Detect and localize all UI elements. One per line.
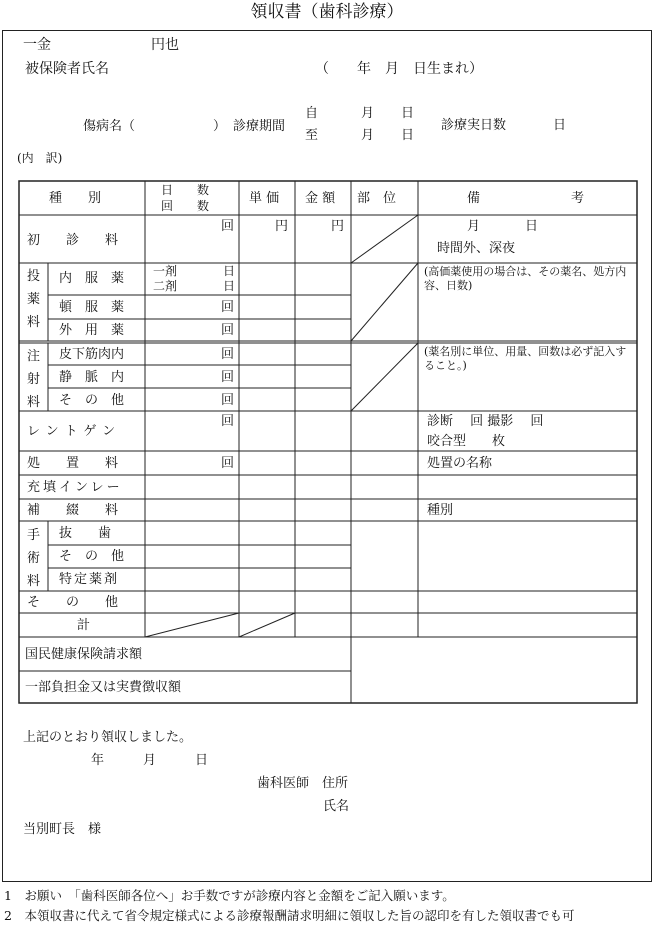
receipt-frame [2,30,652,882]
medication-group-label: 投薬料 [27,269,41,330]
row-treatment: 処 置 料 [27,456,119,471]
first-visit-times-unit: 回 [221,219,235,234]
header-times: 回 数 [161,199,210,213]
row-tonpuku: 頓 服 薬 [59,300,125,315]
injection-group-label: 注射料 [27,349,41,410]
row-first-visit: 初 診 料 [27,233,119,248]
breakdown-label: (内 訳) [17,151,63,165]
row-other: そ の 他 [27,595,119,610]
row-injection-other: そ の 他 [59,393,125,408]
first-visit-amount-yen-unit: 円 [331,219,345,234]
received-date: 年 月 日 [91,753,209,768]
header-part: 部 位 [357,191,397,206]
first-visit-month-unit: 月 [467,219,481,234]
row-external-medicine: 外 用 薬 [59,323,125,338]
row-specific-drug: 特定薬剤 [59,572,120,587]
row-xray: レントゲン [27,424,122,439]
actual-days-unit: 日 [553,118,567,133]
period-from-month: 月 [361,106,375,121]
insured-name-label: 被保険者氏名 [25,61,109,77]
received-statement: 上記のとおり領収しました。 [23,730,193,745]
period-to-month: 月 [361,128,375,143]
header-category: 種 別 [49,191,102,206]
header-amount: 金 額 [305,191,336,206]
tonpuku-times-unit: 回 [221,300,235,315]
period-to-day: 日 [401,128,415,143]
internal-dose-1-day: 日 [223,264,236,278]
period-label: 診療期間 [233,119,286,134]
header-days: 日 数 [161,183,210,197]
note-1: 1 お願い 「歯科医師各位へ」お手数ですが診療内容と金額をご記入願います。 [4,888,455,903]
disease-label: 傷病名（ ） [83,119,227,134]
xray-diagnosis-note: 診断 回 撮影 回 [427,414,544,429]
xray-times-unit: 回 [221,414,235,429]
external-times-unit: 回 [221,323,235,338]
birth-date-label: （ 年 月 日生まれ） [315,61,483,77]
header-unit-price: 単 価 [249,191,280,206]
header-remarks: 備 考 [467,191,585,206]
first-visit-time-note: 時間外、深夜 [437,241,516,256]
first-visit-day-unit: 日 [525,219,539,234]
row-subcutaneous: 皮下筋肉内 [59,347,125,362]
row-intravenous: 静 脈 内 [59,370,125,385]
row-prosthesis: 補 綴 料 [27,503,119,518]
nhi-claim-label: 国民健康保険請求額 [25,647,143,662]
period-to: 至 [305,128,319,143]
total-suffix: 円也 [151,37,179,53]
medication-remarks-note: (高価薬使用の場合は、その薬名、処方内容、日数) [424,265,627,292]
subcutaneous-times-unit: 回 [221,347,235,362]
addressee: 当別町長 様 [23,822,102,837]
internal-dose-1: 一剤 [153,264,178,278]
row-extraction: 抜 歯 [59,526,112,541]
treatment-times-unit: 回 [221,456,235,471]
row-filling-inlay: 充填インレー [27,480,123,495]
dentist-address-label: 歯科医師 住所 [257,776,349,791]
dentist-name-label: 氏名 [323,799,350,814]
row-internal-medicine: 内 服 薬 [59,271,125,286]
treatment-name-note: 処置の名称 [427,456,493,471]
xray-bite-note: 咬合型 枚 [427,434,506,449]
internal-dose-2-day: 日 [223,279,236,293]
actual-days-label: 診療実日数 [441,118,507,133]
row-total: 計 [77,618,91,633]
note-2: 2 本領収書に代えて省令規定様式による診療報酬請求明細に領収した旨の認印を有した領収書でも可 [4,908,575,923]
injection-other-times-unit: 回 [221,393,235,408]
first-visit-yen-unit: 円 [275,219,289,234]
internal-dose-2: 二剤 [153,279,178,293]
prosthesis-kind-note: 種別 [427,503,454,518]
period-from-day: 日 [401,106,415,121]
row-surgery-other: そ の 他 [59,549,125,564]
document-title: 領収書（歯科診療） [250,2,404,22]
intravenous-times-unit: 回 [221,370,235,385]
period-from: 自 [305,106,319,121]
surgery-group-label: 手術料 [27,528,41,589]
copay-label: 一部負担金又は実費徴収額 [25,680,182,695]
injection-remarks-note: (薬名別に単位、用量、回数は必ず記入すること。) [424,345,627,372]
total-prefix: 一金 [23,37,51,53]
